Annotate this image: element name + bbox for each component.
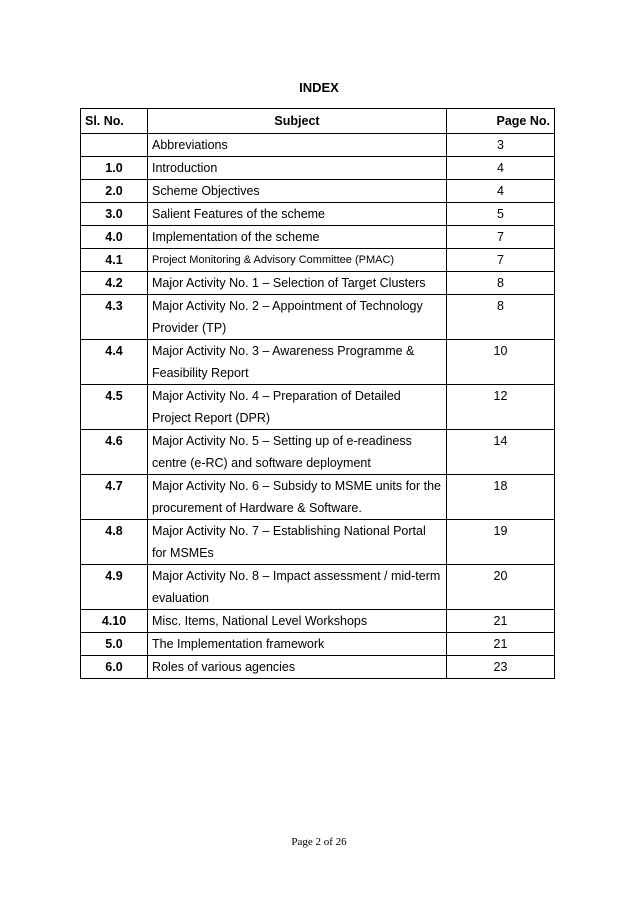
row-sl-no: 4.7 [81, 475, 148, 520]
table-row [81, 340, 555, 385]
table-row [81, 134, 555, 157]
row-page-no: 7 [447, 226, 555, 249]
row-subject: Roles of various agencies [148, 656, 447, 679]
row-subject: Introduction [148, 157, 447, 180]
table-row [81, 203, 555, 226]
row-sl-no: 4.10 [81, 610, 148, 633]
row-page-no: 3 [447, 134, 555, 157]
row-page-no: 18 [447, 475, 555, 520]
row-page-no: 7 [447, 249, 555, 272]
row-page-no: 4 [447, 180, 555, 203]
row-sl-no: 5.0 [81, 633, 148, 656]
row-sl-no: 4.2 [81, 272, 148, 295]
row-sl-no: 4.9 [81, 565, 148, 610]
row-subject: Major Activity No. 4 – Preparation of Detailed Project Report (DPR) [148, 385, 447, 430]
row-page-no: 21 [447, 633, 555, 656]
index-table [80, 108, 555, 679]
table-row [81, 180, 555, 203]
row-page-no: 12 [447, 385, 555, 430]
row-subject: Salient Features of the scheme [148, 203, 447, 226]
table-row [81, 226, 555, 249]
table-row [81, 633, 555, 656]
row-subject: Project Monitoring & Advisory Committee (PMAC) [148, 249, 447, 272]
table-row [81, 520, 555, 565]
row-sl-no: 2.0 [81, 180, 148, 203]
page-title: INDEX [299, 80, 339, 95]
row-subject: The Implementation framework [148, 633, 447, 656]
header-subject: Subject [148, 109, 447, 134]
row-sl-no: 4.4 [81, 340, 148, 385]
header-sl-no: Sl. No. [81, 109, 148, 134]
row-sl-no: 3.0 [81, 203, 148, 226]
row-subject: Major Activity No. 3 – Awareness Programme & Feasibility Report [148, 340, 447, 385]
row-page-no: 21 [447, 610, 555, 633]
row-page-no: 19 [447, 520, 555, 565]
row-page-no: 20 [447, 565, 555, 610]
table-row [81, 249, 555, 272]
row-subject: Major Activity No. 5 – Setting up of e-readiness centre (e-RC) and software deployment [148, 430, 447, 475]
row-subject: Major Activity No. 8 – Impact assessment / mid-term evaluation [148, 565, 447, 610]
header-page-no: Page No. [447, 109, 555, 134]
table-row [81, 475, 555, 520]
table-header-row [81, 109, 555, 134]
row-page-no: 5 [447, 203, 555, 226]
row-page-no: 10 [447, 340, 555, 385]
table-row [81, 295, 555, 340]
row-page-no: 8 [447, 295, 555, 340]
row-sl-no: 4.0 [81, 226, 148, 249]
table-row [81, 385, 555, 430]
row-subject: Scheme Objectives [148, 180, 447, 203]
row-page-no: 4 [447, 157, 555, 180]
row-page-no: 14 [447, 430, 555, 475]
row-sl-no: 6.0 [81, 656, 148, 679]
row-subject: Misc. Items, National Level Workshops [148, 610, 447, 633]
row-sl-no: 4.6 [81, 430, 148, 475]
row-sl-no: 4.5 [81, 385, 148, 430]
row-subject: Major Activity No. 7 – Establishing National Portal for MSMEs [148, 520, 447, 565]
table-row [81, 157, 555, 180]
row-subject: Abbreviations [148, 134, 447, 157]
row-subject: Major Activity No. 6 – Subsidy to MSME units for the procurement of Hardware & Software. [148, 475, 447, 520]
row-sl-no: 4.3 [81, 295, 148, 340]
table-row [81, 656, 555, 679]
row-sl-no: 4.8 [81, 520, 148, 565]
row-subject: Major Activity No. 1 – Selection of Target Clusters [148, 272, 447, 295]
row-subject: Major Activity No. 2 – Appointment of Technology Provider (TP) [148, 295, 447, 340]
table-row [81, 565, 555, 610]
table-row [81, 272, 555, 295]
row-page-no: 8 [447, 272, 555, 295]
row-sl-no [81, 134, 148, 157]
page-footer: Page 2 of 26 [291, 836, 347, 848]
row-sl-no: 1.0 [81, 157, 148, 180]
table-row [81, 430, 555, 475]
row-subject: Implementation of the scheme [148, 226, 447, 249]
row-sl-no: 4.1 [81, 249, 148, 272]
row-page-no: 23 [447, 656, 555, 679]
table-row [81, 610, 555, 633]
